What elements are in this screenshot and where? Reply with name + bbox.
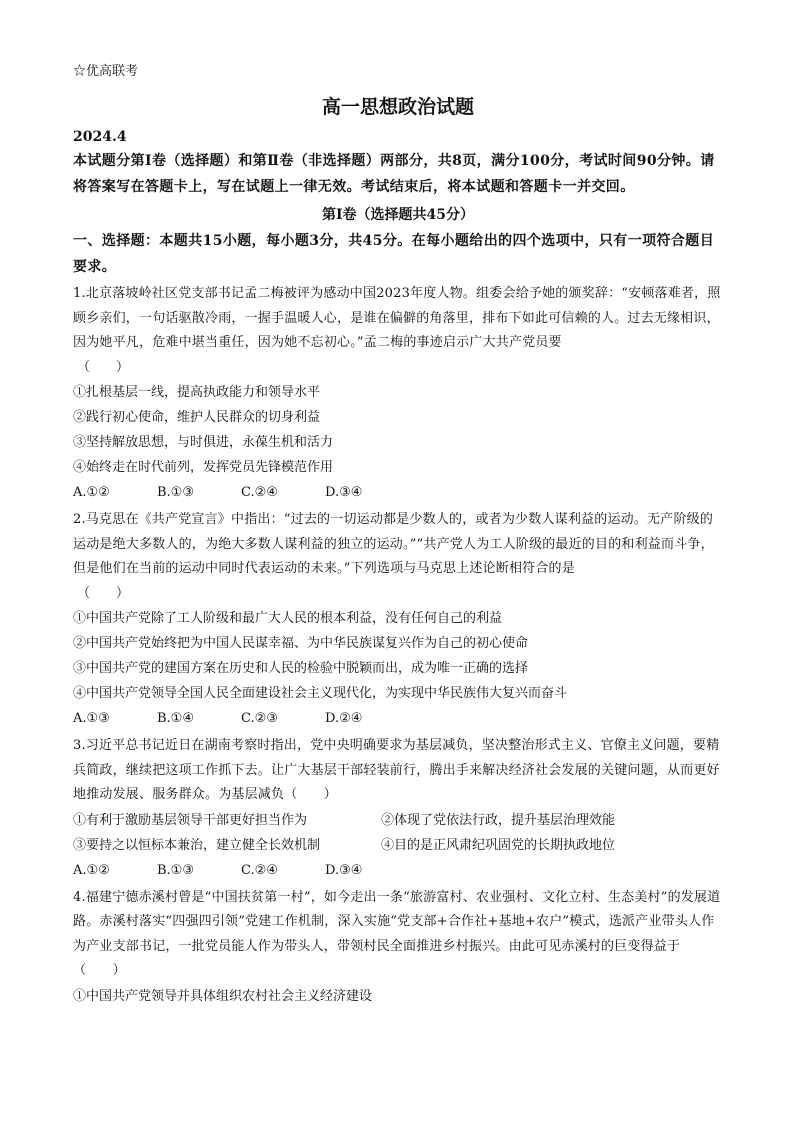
answer-blank: （ ） <box>77 359 130 375</box>
answer-choice-b: B.①④ <box>157 711 194 726</box>
statement-option: ②践行初心使命，维护人民群众的切身利益 <box>73 410 321 425</box>
answer-choice-c: C.②④ <box>241 485 278 500</box>
answer-choice-b: B.①③ <box>157 485 194 500</box>
statement-option: ②中国共产党始终把为中国人民谋幸福、为中华民族谋复兴作为自己的初心使命 <box>73 636 529 651</box>
statement-option: ④始终走在时代前列，发挥党员先锋模范作用 <box>73 460 334 475</box>
question-3 <box>73 734 723 884</box>
question-1 <box>73 282 723 506</box>
statement-options-grid <box>73 808 723 858</box>
exam-date: 2024.4 <box>73 129 127 145</box>
statement-option: ①有利于激励基层领导干部更好担当作为 <box>73 812 308 828</box>
question-stem: 2.马克思在《共产党宣言》中指出：“过去的一切运动都是少数人的，或者为少数人谋利益的运动。无产阶级的运动是绝大多数人的，为绝大多数人谋利益的独立的运动。”“共产党人为工人阶级的最近的目的和利益而斗争，但是他们在当前的运动中同时代表运动的未来。”下列选项与马克思上述论断相符合的是 <box>73 512 714 576</box>
answer-choices <box>73 480 723 506</box>
question-stem: 1.北京落坡岭社区党支部书记孟二梅被评为感动中国2023年度人物。组委会给予她的颁奖辞：“安顿落难者，照顾乡亲们，一句话驱散冷雨，一握手温暖人心，是谁在偏僻的角落里，排布下如此可信赖的人。过去无缘相识，因为她平凡，危难中堪当重任，因为她不忘初心。”孟二梅的事迹启示广大共产党员要 <box>73 286 721 350</box>
question-stem: 4.福建宁德赤溪村曾是“中国扶贫第一村”，如今走出一条“旅游富村、农业强村、文化立村、生态美村”的发展道路。赤溪村落实“四强四引领”党建工作机制，深入实施“党支部+合作社+基地+农户”模式，选派产业带头人作为产业支部书记，一批党员能人作为带头人，带领村民全面推进乡村振兴。由此可见赤溪村的巨变得益于（ ） <box>73 889 721 978</box>
answer-choice-a: A.①② <box>73 485 110 500</box>
header-tag: ☆优高联考 <box>73 64 139 79</box>
answer-choice-d: D.③④ <box>325 862 363 878</box>
answer-choices <box>73 706 723 732</box>
statement-option: ④中国共产党领导全国人民全面建设社会主义现代化，为实现中华民族伟大复兴而奋斗 <box>73 686 568 701</box>
statement-option: ①中国共产党除了工人阶级和最广大人民的根本利益，没有任何自己的利益 <box>73 611 503 626</box>
statement-option: ①中国共产党领导并具体组织农村社会主义经济建设 <box>73 988 373 1004</box>
answer-choice-d: D.③④ <box>325 485 363 500</box>
answer-choice-b: B.①③ <box>157 862 194 878</box>
answer-choice-d: D.②④ <box>325 711 363 726</box>
statement-option: ①扎根基层一线，提高执政能力和领导水平 <box>73 385 321 400</box>
answer-blank: （ ） <box>77 585 130 601</box>
answer-choice-c: C.②③ <box>241 711 278 726</box>
section-intro: 一、选择题：本题共15小题，每小题3分，共45分。在每小题给出的四个选项中，只有一项符合题目要求。 <box>73 233 715 275</box>
answer-choice-a: A.①③ <box>73 711 110 726</box>
exam-notice: 本试题分第Ⅰ卷（选择题）和第Ⅱ卷（非选择题）两部分，共8页，满分100分，考试时间90分钟。请将答案写在答题卡上，写在试题上一律无效。考试结束后，将本试题和答题卡一并交回。 <box>73 153 715 195</box>
statement-option: ④目的是正风肃纪巩固党的长期执政地位 <box>381 837 616 853</box>
question-2 <box>73 508 723 732</box>
statement-option: ③要持之以恒标本兼治，建立健全长效机制 <box>73 837 321 853</box>
exam-title: 高一思想政治试题 <box>321 96 474 118</box>
answer-choice-a: A.①② <box>73 862 110 878</box>
statement-option: ③中国共产党的建国方案在历史和人民的检验中脱颖而出，成为唯一正确的选择 <box>73 661 529 676</box>
statement-option: ③坚持解放思想，与时俱进，永葆生机和活力 <box>73 435 334 450</box>
answer-choices <box>73 858 723 884</box>
section-heading: 第Ⅰ卷（选择题共45分） <box>321 207 475 223</box>
question-4 <box>73 886 723 1009</box>
exam-page <box>73 60 723 1009</box>
question-stem: 3.习近平总书记近日在湖南考察时指出，党中央明确要求为基层减负，坚决整治形式主义、官僚主义问题，要精兵简政，继续把这项工作抓下去。让广大基层干部轻装前行，腾出手来解决经济社会发展的关键问题，从而更好地推动发展、服务群众。为基层减负（ ） <box>73 738 720 802</box>
statement-option: ②体现了党依法行政，提升基层治理效能 <box>381 812 616 828</box>
answer-choice-c: C.②④ <box>241 862 278 878</box>
